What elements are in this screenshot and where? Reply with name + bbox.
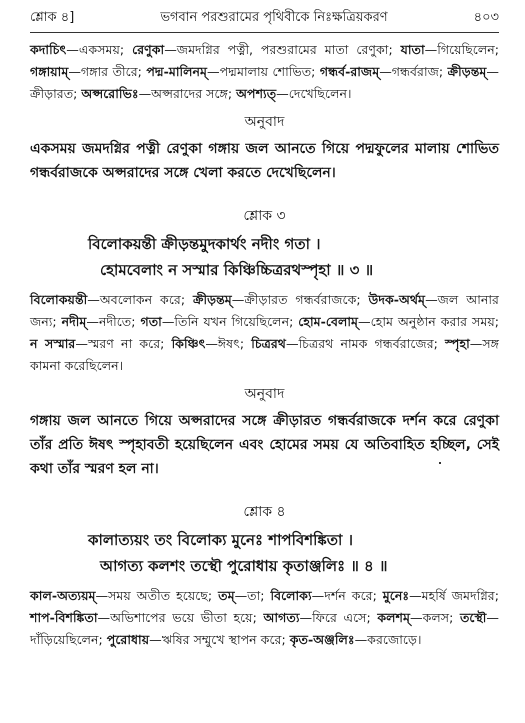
word-gloss-3 — [30, 585, 499, 651]
gloss-term: রেণুকা — [132, 42, 165, 57]
header-verse-ref: শ্লোক ৪] — [30, 10, 75, 25]
verse-4-heading: শ্লোক ৪ — [243, 504, 286, 520]
gloss-term: হোম-বেলাম্ — [298, 314, 359, 329]
gloss-term: কাল-অত্যয়ম্ — [30, 588, 96, 603]
gloss-term: স্পৃহা — [445, 336, 470, 351]
verse-3-line-2: হোমবেলাং ন সস্মার কিঞ্চিচ্চিত্ররথস্পৃহা ॥ ৩ ॥ — [100, 261, 374, 279]
gloss-meaning: —ঈষৎ; — [205, 336, 252, 351]
gloss-meaning: —জমদগ্নির পত্নী, পরশুরামের মাতা রেণুকা; — [164, 42, 401, 57]
verse-4-line-2: আগত্য কলশং তস্থৌ পুরোধায় কৃতাঞ্জলিঃ ॥ ৪ ॥ — [100, 557, 388, 575]
gloss-term: শাপ-বিশঙ্কিতা — [30, 610, 98, 625]
gloss-meaning: —হোম অনুষ্ঠান করার সময়; — [358, 314, 499, 329]
gloss-term: তস্থৌ — [459, 610, 487, 625]
verse-3-heading: শ্লোক ৩ — [243, 208, 286, 224]
gloss-term: বিলোকয়ন্তী — [30, 292, 88, 307]
gloss-term: কলশম্ — [377, 610, 410, 625]
gloss-meaning: —করজোড়ে। — [354, 632, 422, 647]
gloss-term: মুনেঃ — [382, 588, 410, 603]
gloss-meaning: —সঙ্গ কামনা করেছিলেন। — [30, 336, 499, 373]
gloss-meaning: —স্মরণ না করে; — [75, 336, 172, 351]
gloss-meaning: —দর্শন করে; — [311, 588, 383, 603]
gloss-meaning: —চিত্ররথ নামক গন্ধর্বরাজের; — [285, 336, 446, 351]
header-chapter-title: ভগবান পরশুরামের পৃথিবীকে নিঃক্ষত্রিয়করণ — [160, 10, 388, 25]
gloss-meaning: —মহর্ষি জমদগ্নির; — [409, 588, 499, 603]
gloss-meaning: —তিনি যখন গিয়েছিলেন; — [161, 314, 299, 329]
print-speck — [439, 462, 441, 464]
gloss-term: পুরোধায় — [106, 632, 150, 647]
running-header — [30, 8, 499, 32]
gloss-meaning: —সময় অতীত হয়েছে; — [95, 588, 219, 603]
gloss-term: ন সস্মার — [30, 336, 76, 351]
gloss-term: কৃত-অঞ্জলিঃ — [289, 632, 355, 647]
gloss-meaning: —তা; — [234, 588, 271, 603]
gloss-meaning: —ক্রীড়ারত গন্ধর্বরাজকে; — [231, 292, 369, 307]
gloss-term: ক্রীড়ন্তম্ — [447, 64, 487, 79]
gloss-meaning: —পদ্মমালায় শোভিত; — [207, 64, 320, 79]
gloss-term: পদ্ম-মালিনম্ — [146, 64, 208, 79]
gloss-meaning: —অবলোকন করে; — [87, 292, 193, 307]
gloss-meaning: —কলস; — [409, 610, 460, 625]
gloss-meaning: —ফিরে এসে; — [299, 610, 378, 625]
gloss-term: গঙ্গায়াম্ — [30, 64, 69, 79]
gloss-term: চিত্ররথ — [251, 336, 286, 351]
gloss-term: যাতা — [400, 42, 425, 57]
gloss-meaning: —অপ্সরাদের সঙ্গে; — [138, 86, 237, 101]
page-number: ৪০৩ — [473, 10, 499, 25]
gloss-meaning: —নদীতে; — [86, 314, 141, 329]
verse-3 — [30, 231, 499, 283]
gloss-term: গতা — [140, 314, 162, 329]
gloss-meaning: —জল আনার জন্য; — [30, 292, 499, 329]
word-gloss-2 — [30, 289, 499, 377]
gloss-term: নদীম্ — [61, 314, 87, 329]
gloss-meaning: —গঙ্গার তীরে; — [68, 64, 147, 79]
gloss-term: গন্ধর্ব-রাজম্ — [319, 64, 380, 79]
gloss-meaning: —গন্ধর্বরাজ; — [379, 64, 448, 79]
gloss-term: আগত্য — [263, 610, 300, 625]
gloss-term: তম্ — [218, 588, 235, 603]
translation-heading-1: অনুবাদ — [244, 114, 285, 130]
gloss-meaning: —গিয়েছিলেন; — [424, 42, 499, 57]
word-gloss-1 — [30, 39, 499, 105]
gloss-term: কিঞ্চিৎ — [171, 336, 206, 351]
gloss-term: উদক-অর্থম্ — [368, 292, 426, 307]
header-rule — [30, 32, 499, 33]
gloss-meaning: —দাঁড়িয়েছিলেন; — [30, 610, 499, 647]
gloss-term: অপশ্যত্ — [236, 86, 277, 101]
gloss-meaning: —একসময়; — [66, 42, 133, 57]
translation-2: গঙ্গায় জল আনতে গিয়ে অপ্সরাদের সঙ্গে ক্রীড়ারত গন্ধর্বরাজকে দর্শন করে রেণুকা তাঁর প্রতি ঈষৎ স্পৃহাবতী হয়েছিলেন এবং হোমের সময় যে অতিবাহিত হচ্ছিল, সেই কথা তাঁর স্মরণ হল না। — [30, 413, 499, 477]
verse-4 — [30, 527, 499, 579]
gloss-term: অপ্সরোভিঃ — [81, 86, 139, 101]
verse-4-line-1: কালাত্যয়ং তং বিলোক্য মুনেঃ শাপবিশঙ্কিতা । — [88, 531, 353, 549]
translation-heading-2: অনুবাদ — [244, 386, 285, 402]
translation-1: একসময় জমদগ্নির পত্নী রেণুকা গঙ্গায় জল আনতে গিয়ে পদ্মফুলের মালায় শোভিত গন্ধর্বরাজকে অপ্সরাদের সঙ্গে খেলা করতে দেখেছিলেন। — [30, 141, 499, 181]
gloss-meaning: —অভিশাপের ভয়ে ভীতা হয়ে; — [97, 610, 264, 625]
verse-3-line-1: বিলোকয়ন্তী ক্রীড়ন্তমুদকার্থং নদীং গতা । — [88, 235, 321, 253]
gloss-meaning: —ক্রীড়ারত; — [30, 64, 499, 101]
gloss-meaning: —দেখেছিলেন। — [276, 86, 352, 101]
gloss-term: বিলোক্য — [270, 588, 312, 603]
gloss-term: কদাচিৎ — [30, 42, 67, 57]
gloss-term: ক্রীড়ন্তম্ — [193, 292, 232, 307]
gloss-meaning: —ঋষির সম্মুখে স্থাপন করে; — [149, 632, 290, 647]
